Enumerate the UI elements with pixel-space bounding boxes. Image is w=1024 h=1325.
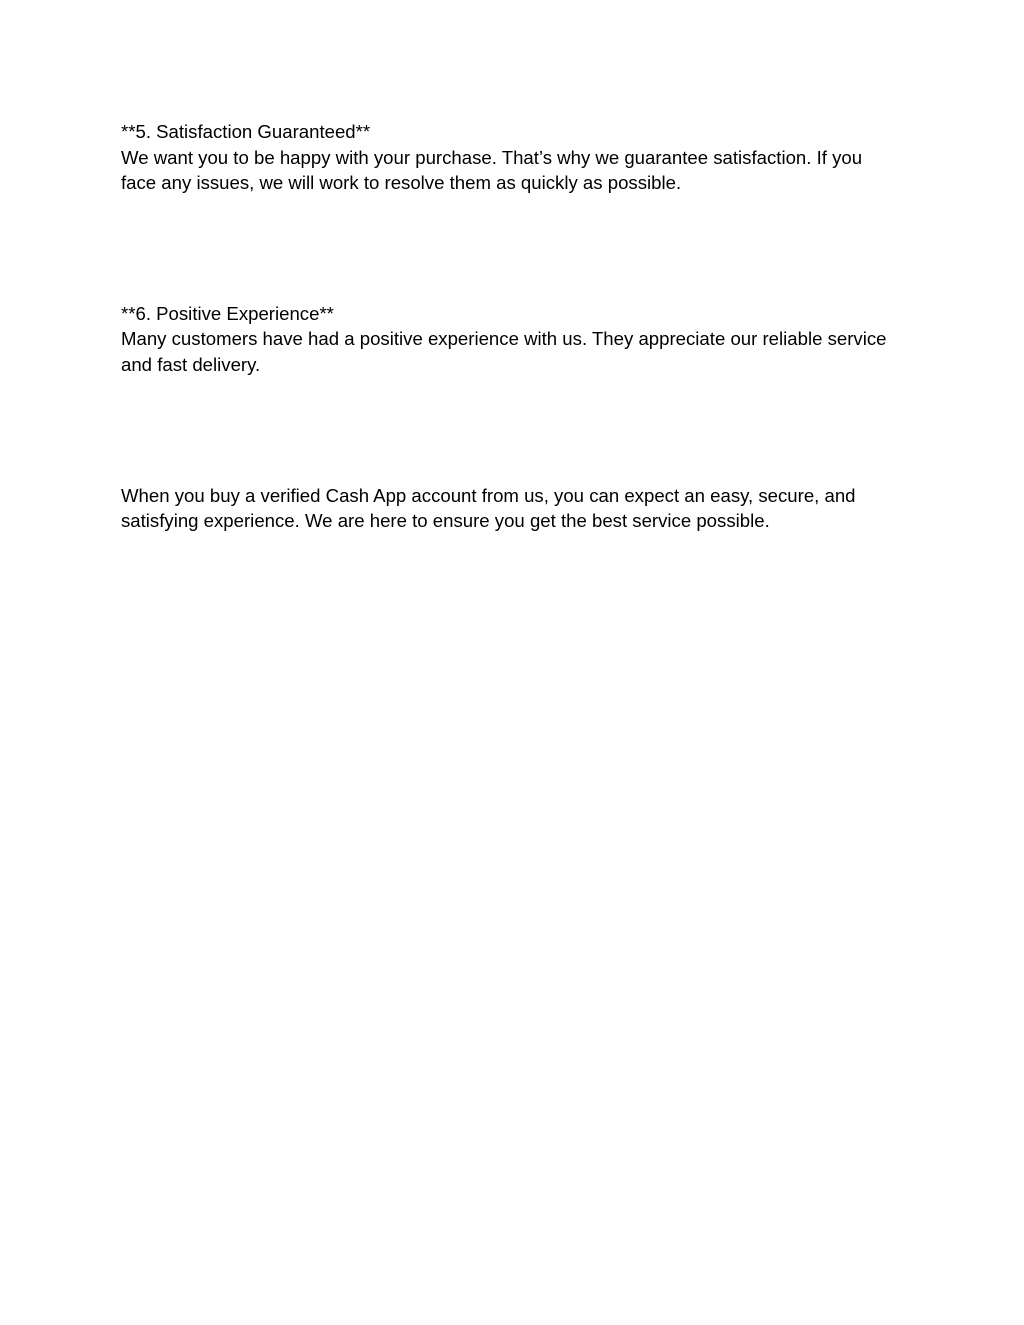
section-paragraph: We want you to be happy with your purchase. That’s why we guarantee satisfaction. If you face any issues, we will work to resolve them as quickly as possible. (121, 146, 863, 194)
section-positive-experience (121, 301, 901, 378)
section-satisfaction-guaranteed (121, 119, 901, 196)
spacer (121, 196, 901, 301)
closing-paragraph: When you buy a verified Cash App account from us, you can expect an easy, secure, and satisfying experience. We are here to ensure you get the best service possible. (121, 484, 856, 532)
document-body (121, 119, 901, 534)
section-heading: **5. Satisfaction Guaranteed** (121, 121, 371, 142)
section-paragraph: Many customers have had a positive experience with us. They appreciate our reliable service and fast delivery. (121, 328, 887, 375)
spacer (121, 378, 901, 483)
section-heading: **6. Positive Experience** (121, 302, 334, 324)
